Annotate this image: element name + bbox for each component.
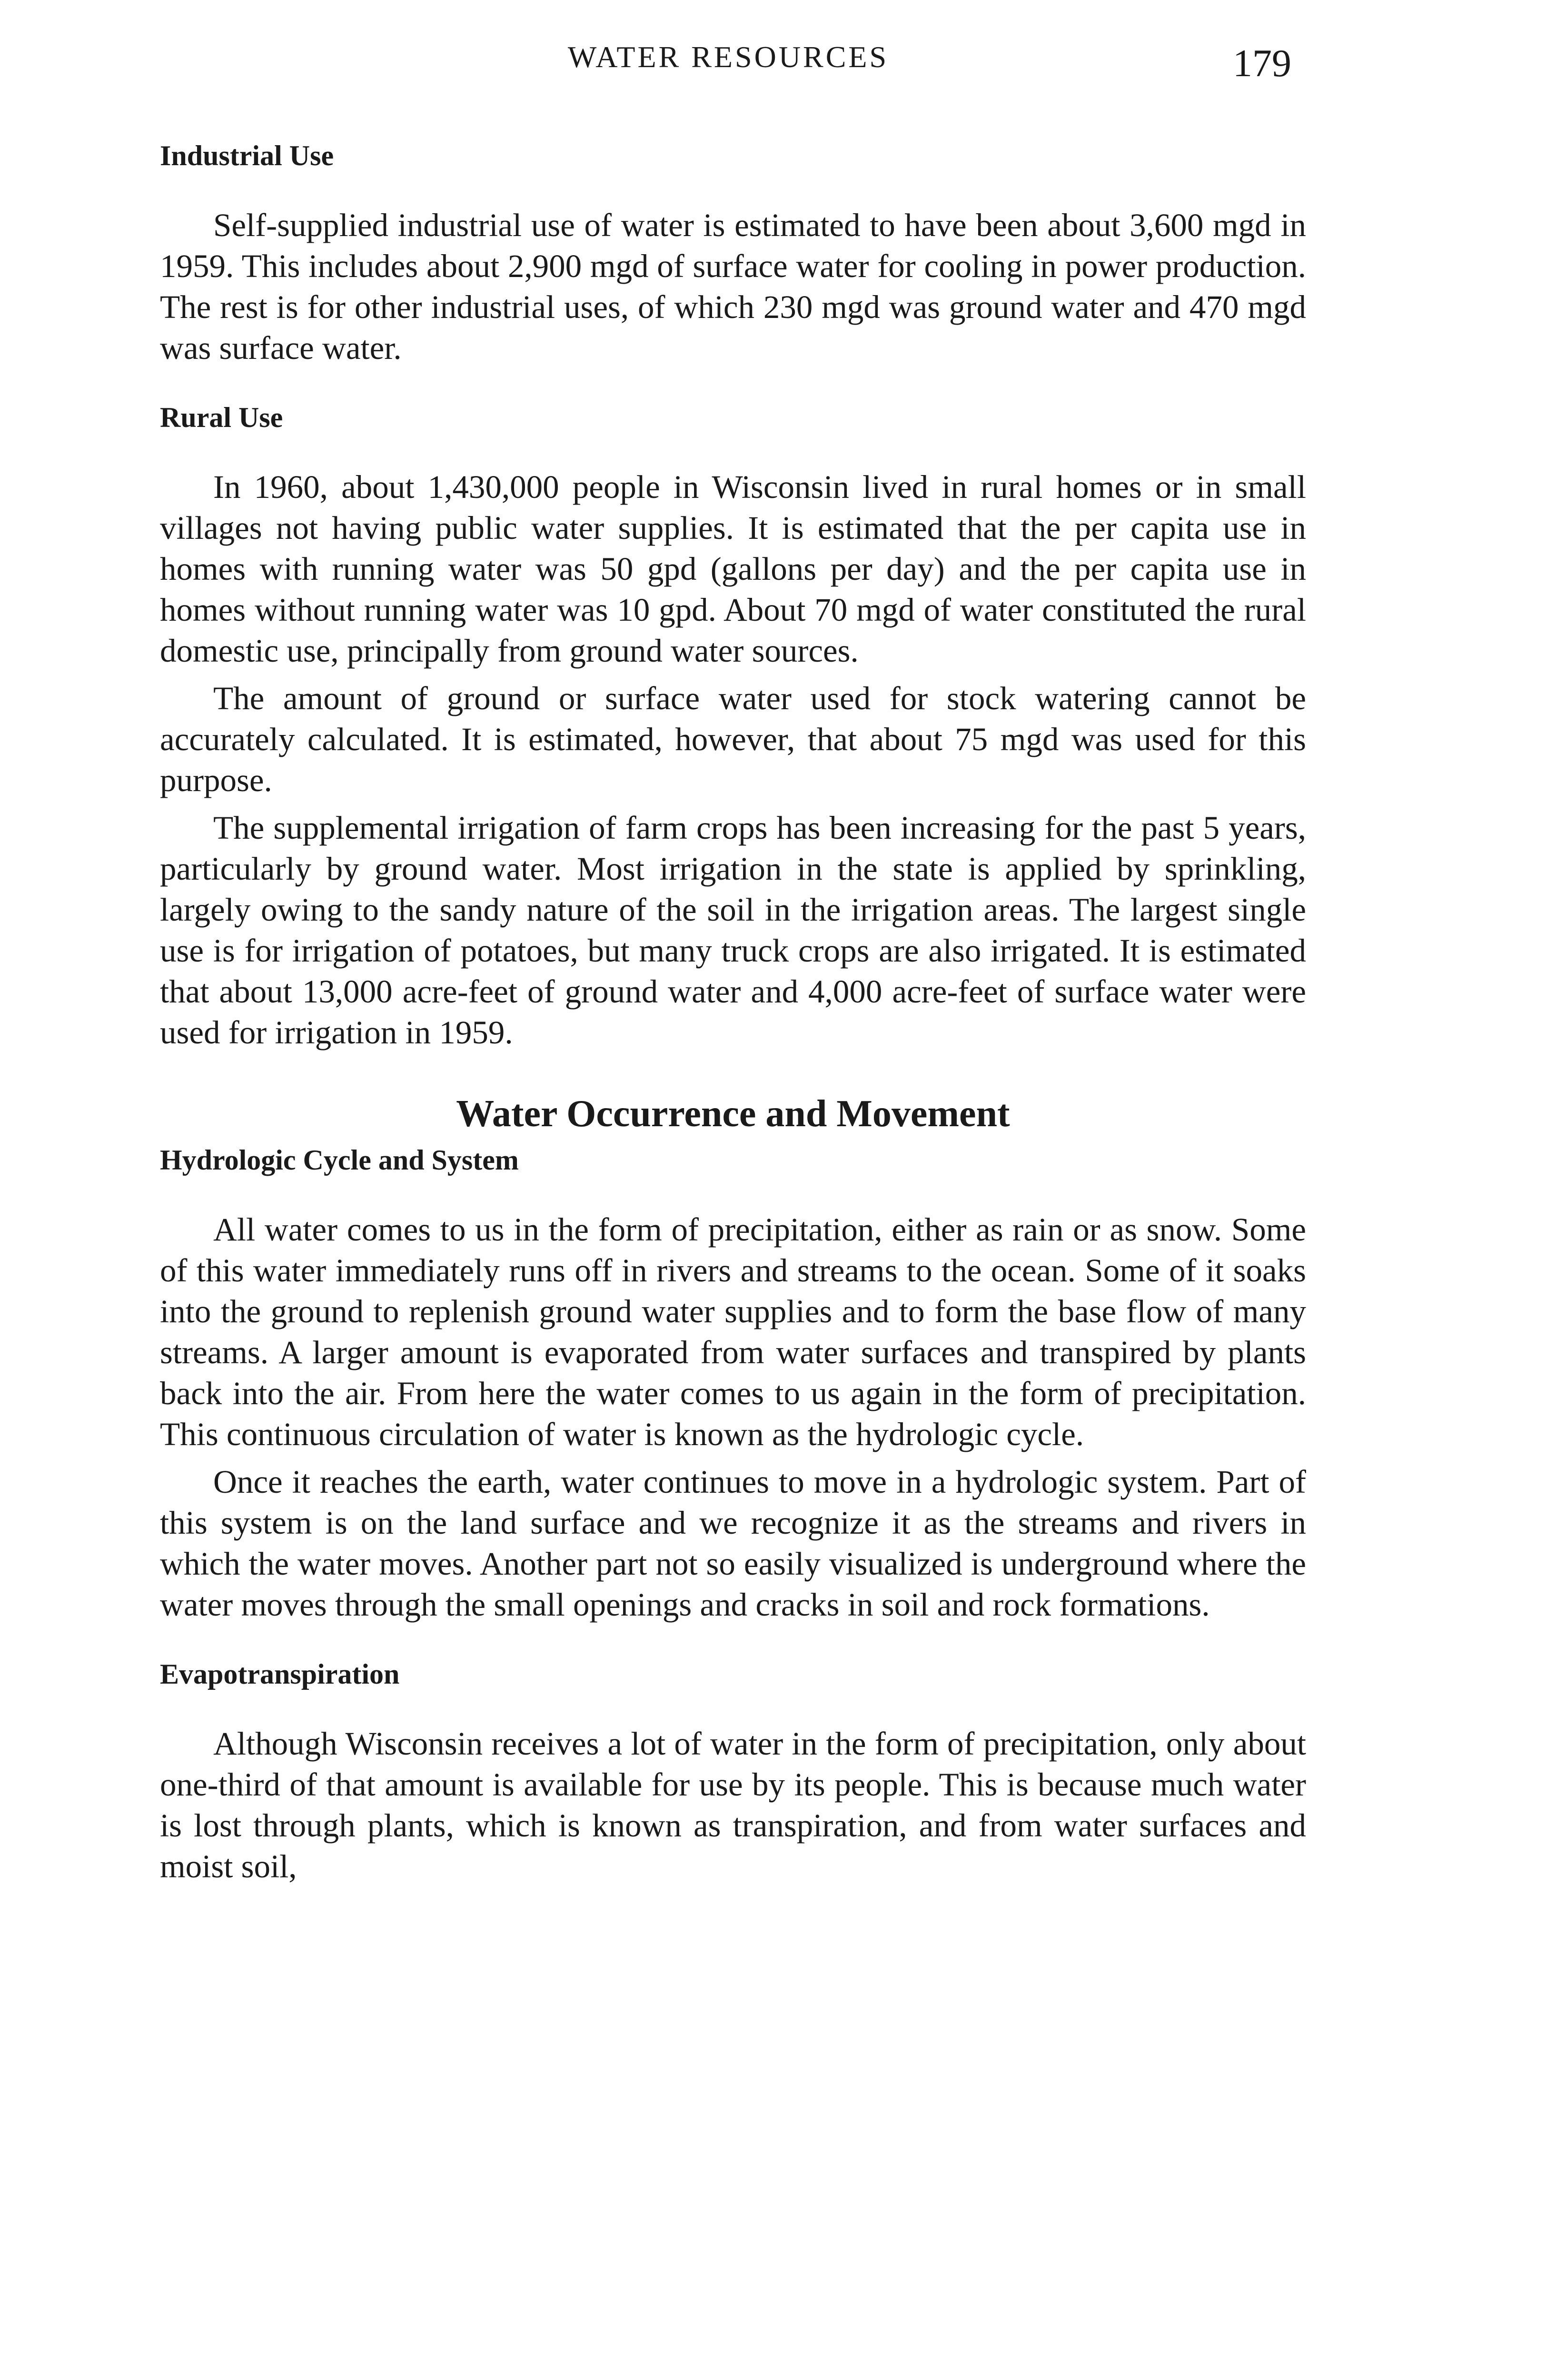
paragraph-industrial-1: Self-supplied industrial use of water is estimated to have been about 3,600 mgd in 1959. This includes about 2,900 mgd of surface water for cooling in power production. The rest is for other industrial uses, of which 230 mgd was ground water and 470 mgd was surface water.: [160, 207, 1306, 366]
paragraph-rural-1: In 1960, about 1,430,000 people in Wisconsin lived in rural homes or in small villages not having public water supplies. It is estimated that the per capita use in homes with running water was 50 gpd (gallons per day) and the per capita use in homes without running water was 10 gpd. About 70 mgd of water constituted the rural domestic use, principally from ground water sources.: [160, 469, 1306, 669]
paragraph-hydrologic-2: Once it reaches the earth, water continues to move in a hydrologic system. Part of this system is on the land surface and we recognize it as the streams and rivers in which the water moves. Another part not so easily visualized is underground where the water moves through the small openings and cracks in soil and rock formations.: [160, 1464, 1306, 1623]
paragraph-hydrologic-1: All water comes to us in the form of precipitation, either as rain or as snow. Some of this water immediately runs off in rivers and streams to the ocean. Some of it soaks into the ground to replenish ground water supplies and to form the base flow of many streams. A larger amount is evaporated from water surfaces and transpired by plants back into the air. From here the water comes to us again in the form of precipitation. This continuous circulation of water is known as the hydrologic cycle.: [160, 1211, 1306, 1452]
page-body: [160, 139, 1306, 1887]
paragraph-rural-2: The amount of ground or surface water used for stock watering cannot be accurately calculated. It is estimated, however, that about 75 mgd was used for this purpose.: [160, 680, 1306, 798]
page-number: 179: [1233, 41, 1291, 85]
section-title: Water Occurrence and Movement: [456, 1093, 1010, 1135]
subheading-hydrologic-cycle: Hydrologic Cycle and System: [160, 1144, 519, 1176]
subheading-industrial-use: Industrial Use: [160, 140, 334, 171]
subheading-evapotranspiration: Evapotranspiration: [160, 1658, 400, 1690]
paragraph-evapotranspiration-1: Although Wisconsin receives a lot of water in the form of precipitation, only about one-third of that amount is available for use by its people. This is because much water is lost through plants, which is known as transpiration, and from water surfaces and moist soil,: [160, 1726, 1306, 1884]
running-header: WATER RESOURCES: [567, 40, 889, 74]
paragraph-rural-3: The supplemental irrigation of farm crops has been increasing for the past 5 years, particularly by ground water. Most irrigation in the state is applied by sprinkling, largely owing to the sandy nature of the soil in the irrigation areas. The largest single use is for irrigation of potatoes, but many truck crops are also irrigated. It is estimated that about 13,000 acre-feet of ground water and 4,000 acre-feet of surface water were used for irrigation in 1959.: [160, 810, 1306, 1051]
subheading-rural-use: Rural Use: [160, 402, 283, 433]
